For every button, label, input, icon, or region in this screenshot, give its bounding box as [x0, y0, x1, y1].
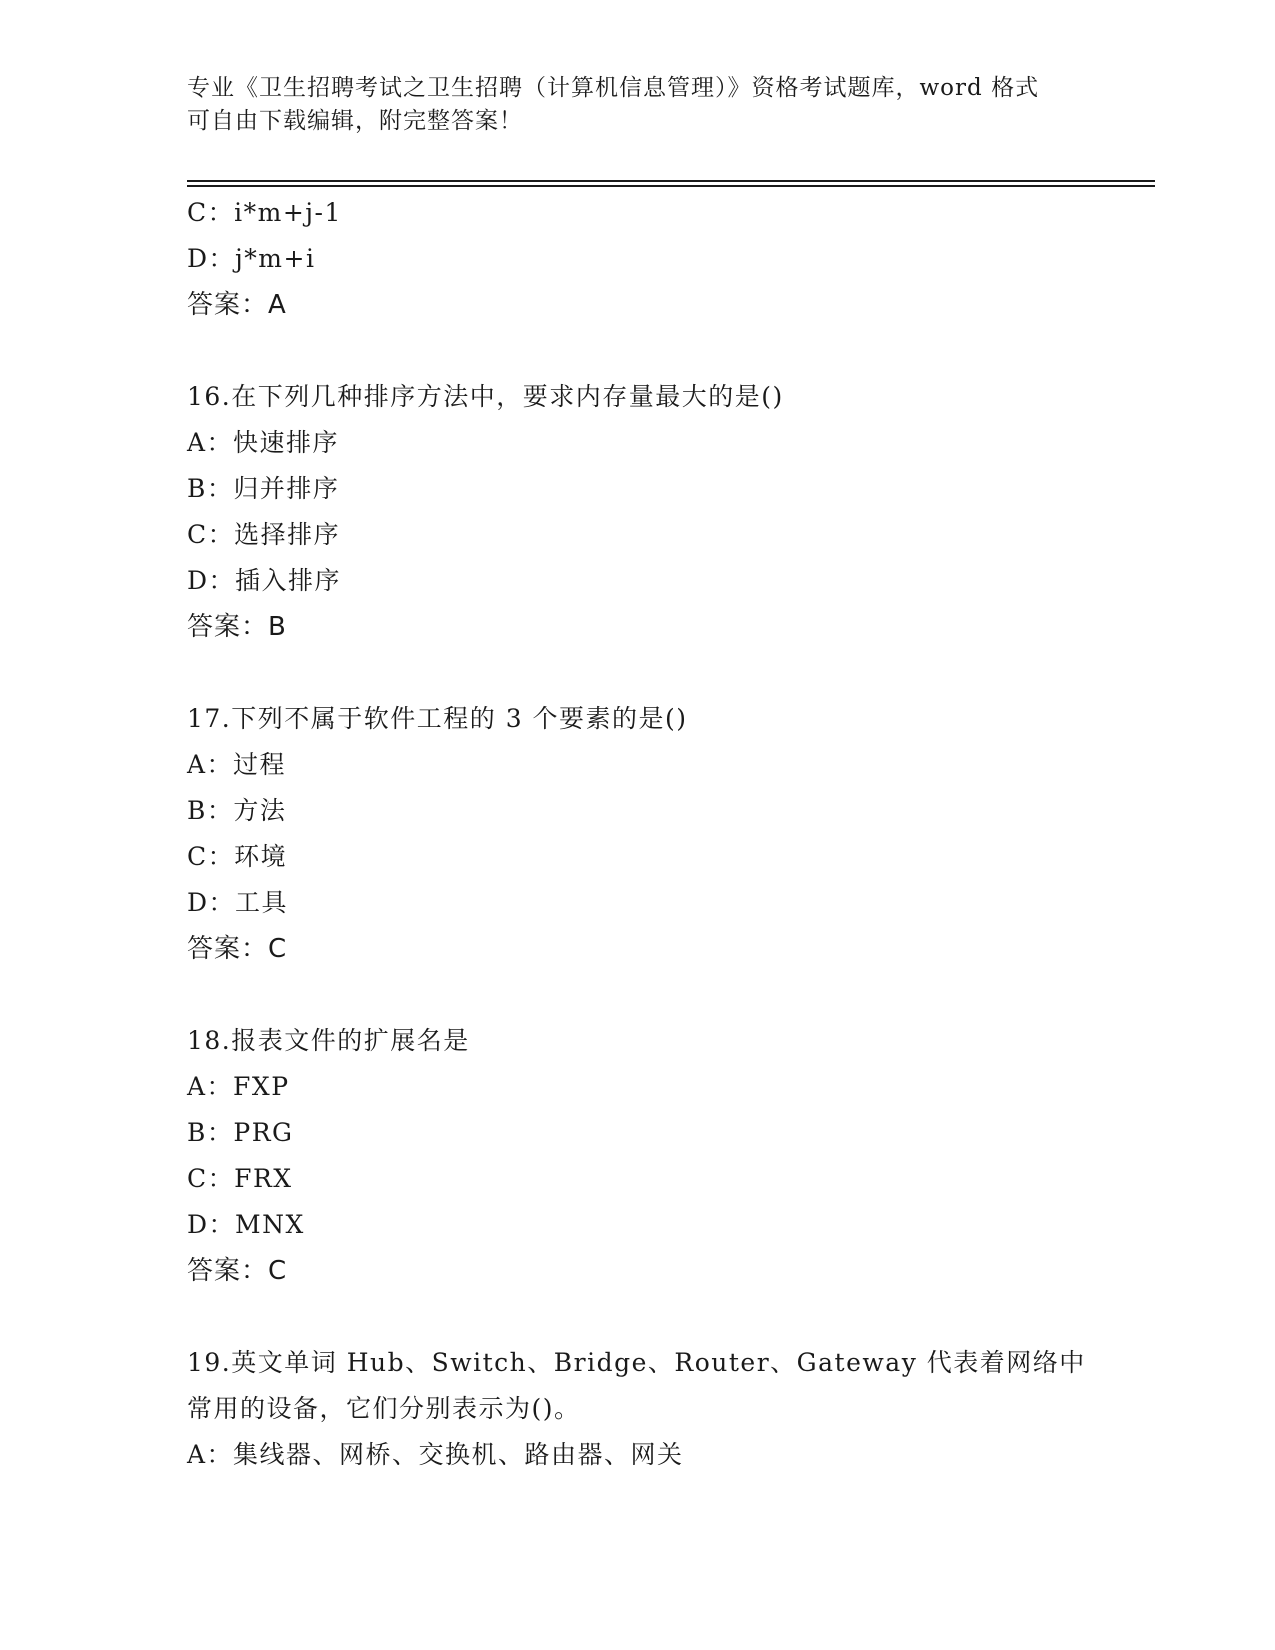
option-a: A：FXP	[187, 1072, 290, 1101]
option-d: D：j*m+i	[187, 244, 316, 273]
question-text-line-1: 19.英文单词 Hub、Switch、Bridge、Router、Gateway 代表着网络中	[187, 1348, 1086, 1377]
question-17	[187, 696, 1087, 972]
question-19	[187, 1340, 1087, 1478]
spacer	[187, 972, 1087, 1018]
question-text: 17.下列不属于软件工程的 3 个要素的是()	[187, 704, 688, 733]
question-18	[187, 1018, 1087, 1294]
question-16	[187, 374, 1087, 650]
spacer	[187, 1294, 1087, 1340]
spacer	[187, 328, 1087, 374]
spacer	[187, 650, 1087, 696]
option-c: C：环境	[187, 842, 288, 871]
header-divider-bottom	[187, 185, 1155, 187]
answer-line: 答案：C	[187, 1256, 288, 1286]
header-line-1: 专业《卫生招聘考试之卫生招聘（计算机信息管理）》资格考试题库，word 格式	[187, 75, 1040, 101]
option-d: D：工具	[187, 888, 289, 917]
option-a: A：快速排序	[187, 428, 340, 457]
option-c: C：i*m+j-1	[187, 198, 342, 227]
question-text-line-2: 常用的设备，它们分别表示为()。	[187, 1394, 581, 1423]
option-b: B：方法	[187, 796, 287, 825]
option-d: D：MNX	[187, 1210, 305, 1239]
header-line-2: 可自由下载编辑，附完整答案！	[187, 108, 523, 134]
header-divider-top	[187, 180, 1155, 182]
option-c: C：FRX	[187, 1164, 293, 1193]
answer-line: 答案：C	[187, 934, 288, 964]
option-c: C：选择排序	[187, 520, 341, 549]
question-text: 18.报表文件的扩展名是	[187, 1026, 470, 1055]
option-b: B：PRG	[187, 1118, 294, 1147]
option-d: D：插入排序	[187, 566, 342, 595]
answer-line: 答案：A	[187, 290, 287, 320]
previous-question-tail	[187, 190, 1087, 328]
question-list	[187, 190, 1087, 1478]
option-a: A：集线器、网桥、交换机、路由器、网关	[187, 1440, 684, 1469]
question-text: 16.在下列几种排序方法中，要求内存量最大的是()	[187, 382, 784, 411]
option-b: B：归并排序	[187, 474, 340, 503]
option-a: A：过程	[187, 750, 287, 779]
answer-line: 答案：B	[187, 612, 287, 642]
document-header	[187, 72, 1087, 138]
